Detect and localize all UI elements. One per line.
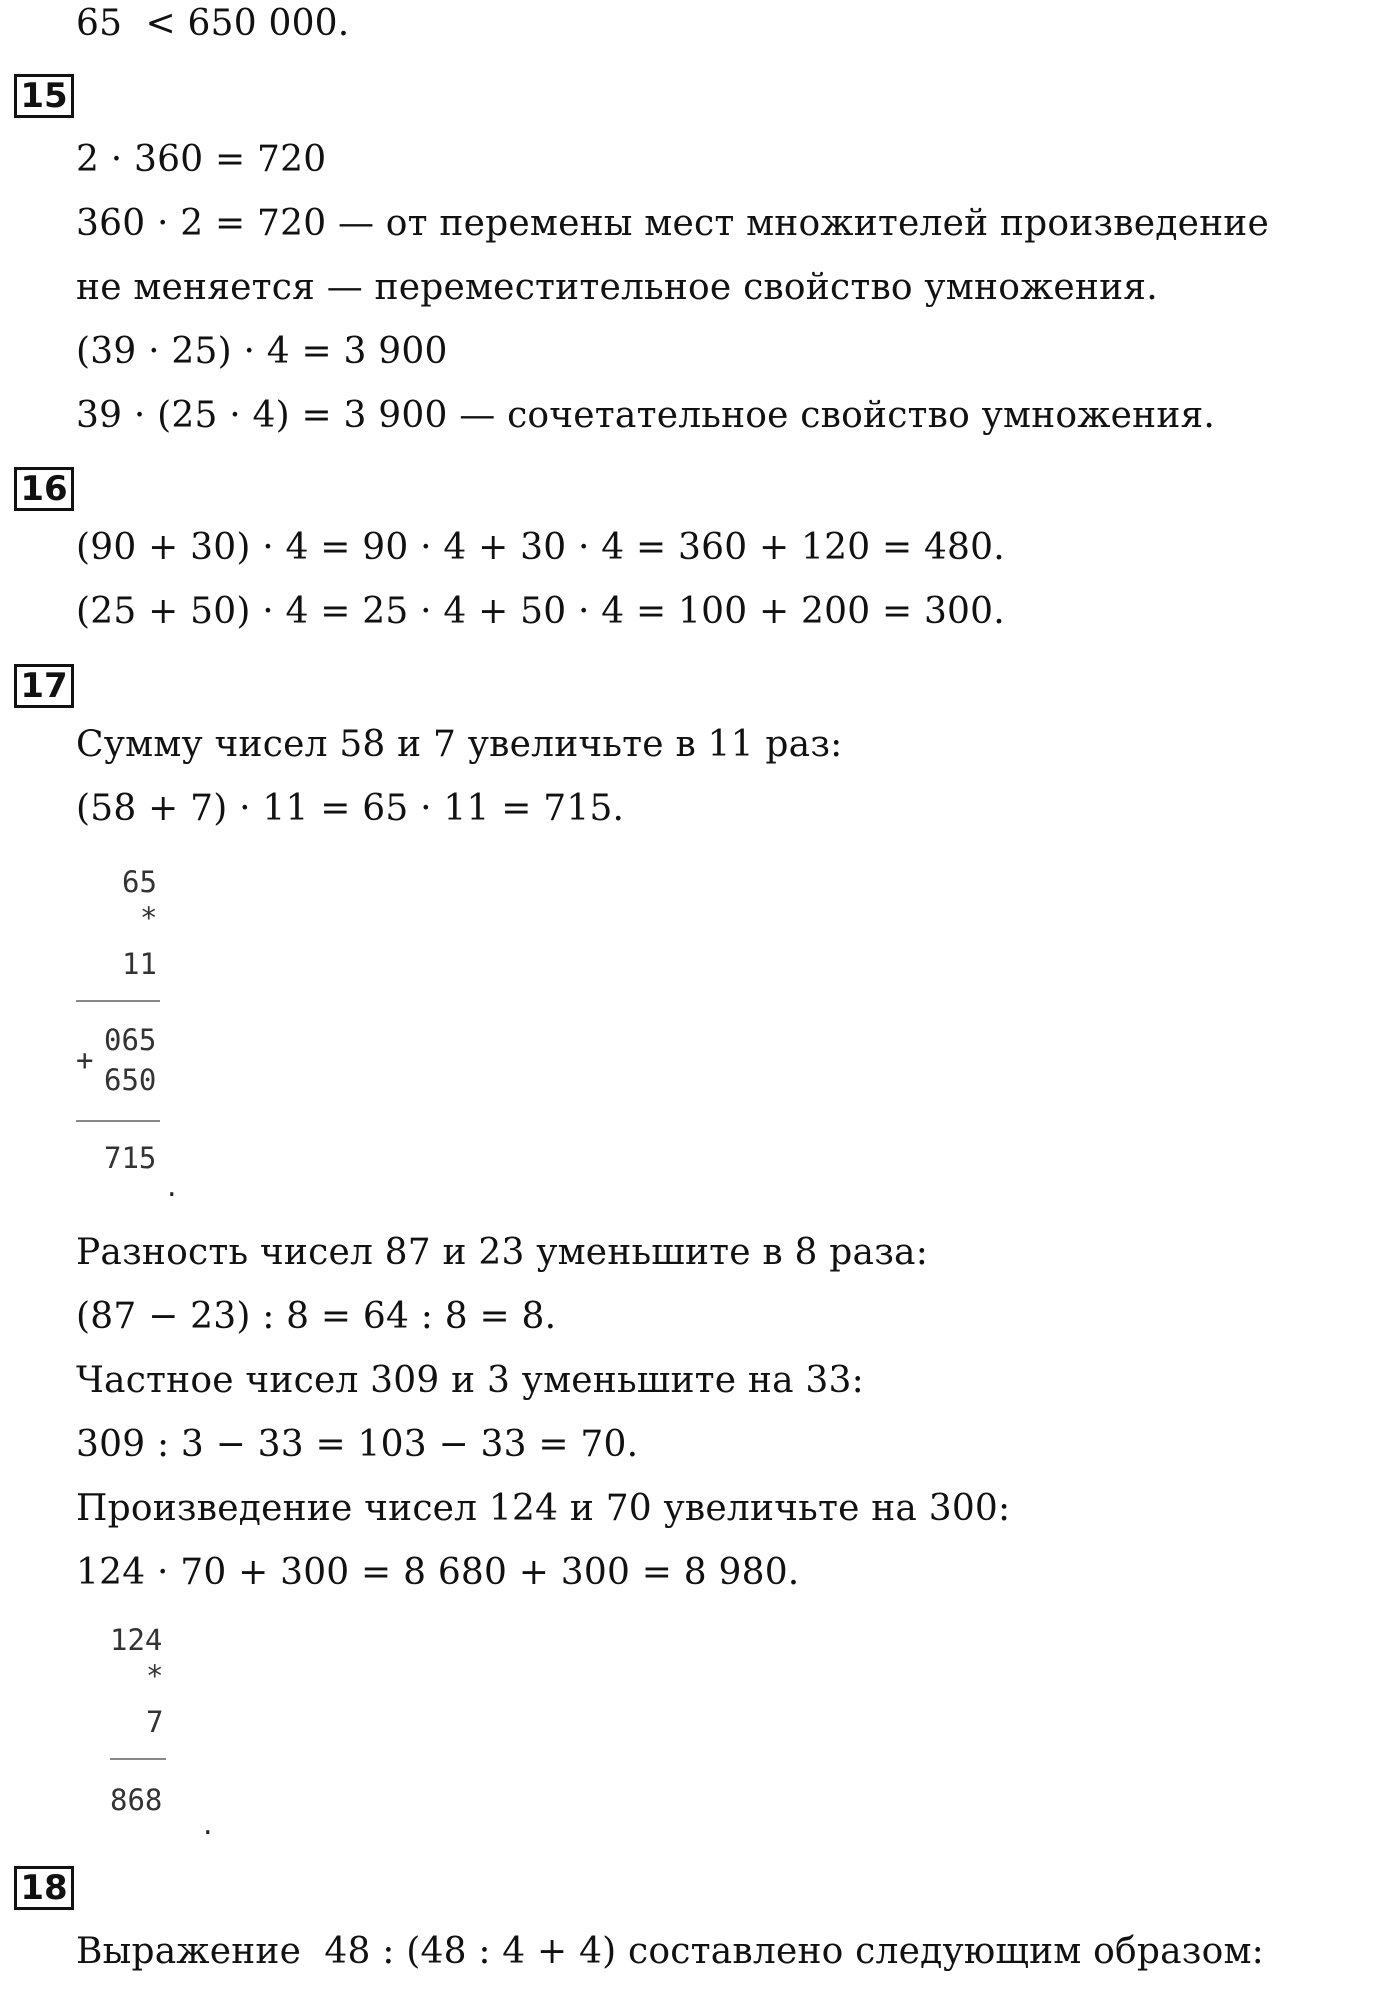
plus-sign: +	[76, 1043, 94, 1077]
multiplier: 7	[146, 1705, 164, 1739]
task-number-17: 17	[14, 664, 74, 708]
multiply-sign: *	[140, 901, 158, 935]
multiply-sign: *	[146, 1659, 164, 1693]
text-line: (87 − 23) : 8 = 64 : 8 = 8.	[76, 1296, 557, 1337]
multiplicand: 65	[122, 865, 157, 899]
rule-line	[76, 1120, 160, 1122]
text-line: (39 · 25) · 4 = 3 900	[76, 331, 448, 372]
text-line: 2 · 360 = 720	[76, 139, 327, 180]
text-line: Разность чисел 87 и 23 уменьшите в 8 раза:	[76, 1232, 929, 1273]
partial-product-2: 650	[104, 1063, 157, 1097]
rule-line	[110, 1758, 166, 1760]
text-line: 39 · (25 · 4) = 3 900 — сочетательное свойство умножения.	[76, 395, 1216, 436]
text-line: (90 + 30) · 4 = 90 · 4 + 30 · 4 = 360 + 120 = 480.	[76, 527, 1005, 568]
column-multiplication-65x11	[76, 860, 196, 1204]
partial-product-1: 065	[104, 1023, 157, 1057]
period: .	[167, 1169, 177, 1204]
text-line: (58 + 7) · 11 = 65 · 11 = 715.	[76, 788, 625, 829]
text-line: 360 · 2 = 720 — от перемены мест множителей произведение	[76, 203, 1269, 244]
multiplier: 11	[122, 947, 157, 981]
task-number-15: 15	[14, 74, 74, 118]
multiplicand: 124	[110, 1623, 163, 1657]
text-line: Сумму чисел 58 и 7 увеличьте в 11 раз:	[76, 724, 843, 765]
product-result: 868	[110, 1783, 163, 1817]
rule-line	[76, 1000, 160, 1002]
task-number-16: 16	[14, 467, 74, 511]
text-line: 309 : 3 − 33 = 103 − 33 = 70.	[76, 1424, 639, 1465]
text-line: Произведение чисел 124 и 70 увеличьте на 300:	[76, 1488, 1011, 1529]
text-line: Выражение 48 : (48 : 4 + 4) составлено следующим образом:	[76, 1931, 1265, 1972]
text-line: не меняется — переместительное свойство умножения.	[76, 267, 1158, 308]
text-line: 65 < 650 000.	[76, 3, 350, 44]
product-result: 715	[104, 1141, 157, 1175]
task-number-18: 18	[14, 1866, 74, 1910]
text-line: 124 · 70 + 300 = 8 680 + 300 = 8 980.	[76, 1552, 800, 1593]
period: .	[203, 1807, 213, 1842]
column-multiplication-124x7	[110, 1620, 230, 1820]
text-line: (25 + 50) · 4 = 25 · 4 + 50 · 4 = 100 + 200 = 300.	[76, 591, 1005, 632]
text-line: Частное чисел 309 и 3 уменьшите на 33:	[76, 1360, 864, 1401]
